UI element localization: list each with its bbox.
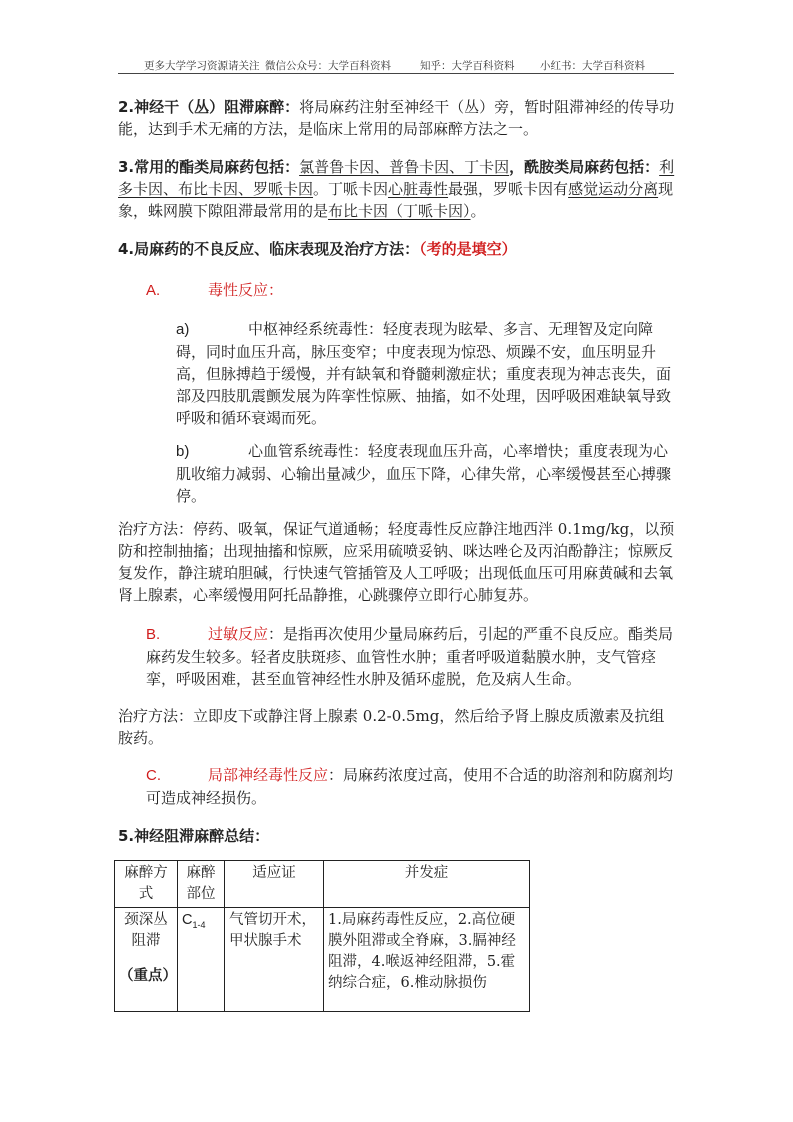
item-b-label: B. <box>146 626 161 643</box>
section-2-title: 2.神经干（丛）阻滞麻醉： <box>118 98 300 116</box>
sub-a-label: a) <box>176 321 190 338</box>
section-4-title: 4.局麻药的不良反应、临床表现及治疗方法： <box>118 240 420 258</box>
item-b <box>146 623 681 690</box>
section-3-title-esters: 3.常用的酯类局麻药包括： <box>118 158 300 176</box>
item-a-sub-b <box>176 440 681 507</box>
cell-complication: 1.局麻药毒性反应，2.高位硬膜外阻滞或全脊麻，3.膈神经阻滞，4.喉返神经阻滞，5.霍纳综合症，6.椎动脉损伤 <box>324 908 530 1012</box>
header-wechat: 微信公众号：大学百科资料 <box>265 60 391 72</box>
item-a-label: A. <box>146 282 161 299</box>
cell-site <box>178 908 225 1012</box>
item-a-sub-a <box>176 318 681 429</box>
cardiotoxicity-term: 心脏毒性 <box>388 180 449 198</box>
site-subscript: 1-4 <box>192 919 206 930</box>
section-2 <box>118 96 678 140</box>
header-site: 麻醉部位 <box>178 861 225 908</box>
header-xiaohongshu: 小红书：大学百科资料 <box>540 60 645 72</box>
sensory-motor-term: 感觉运动分离 <box>568 180 659 198</box>
item-c-text: ：局麻药浓度过高，使用不合适的助溶剂和防腐剂均可造成神经损伤。 <box>146 766 674 807</box>
section-3-text: 现象，蛛网膜下隙阻滞最常用的是 <box>118 180 674 220</box>
method-emphasis: （重点） <box>119 968 177 984</box>
header-notice: 更多大学学习资源请关注 <box>144 60 260 72</box>
amide-list: 利多卡因、布比卡因、罗哌卡因 <box>118 158 675 198</box>
section-4-heading <box>118 238 678 260</box>
method-text: 颈深丛阻滞 <box>124 912 168 949</box>
item-a-title: 毒性反应： <box>208 281 284 299</box>
section-3-text: 最强，罗哌卡因有 <box>448 180 569 198</box>
spinal-drug-term: 布比卡因（丁哌卡因） <box>328 202 471 220</box>
header-indication: 适应证 <box>225 861 324 908</box>
section-5-heading <box>118 825 678 847</box>
header-divider <box>118 73 674 74</box>
sub-b-label: b) <box>176 443 190 460</box>
page-header <box>118 54 673 74</box>
section-3-text: 。丁哌卡因 <box>313 180 389 198</box>
header-method: 麻醉方式 <box>115 861 178 908</box>
item-b-treatment: 治疗方法：立即皮下或静注肾上腺素 0.2-0.5mg，然后给予肾上腺皮质激素及抗组胺药。 <box>118 707 665 747</box>
header-complication: 并发症 <box>324 861 530 908</box>
item-c-title: 局部神经毒性反应 <box>208 766 329 784</box>
section-4-note: （考的是填空） <box>419 240 517 258</box>
summary-table <box>114 860 530 1012</box>
site-text: C <box>182 912 193 928</box>
section-3 <box>118 156 678 222</box>
header-zhihu: 知乎：大学百科资料 <box>420 60 515 72</box>
cell-method <box>115 908 178 1012</box>
sub-a-text: 中枢神经系统毒性：轻度表现为眩晕、多言、无理智及定向障碍，同时血压升高，脉压变窄；中度表现为惊恐、烦躁不安，血压明显升高，但脉搏趋于缓慢，并有缺氧和脊髓刺激症状；重度表现为神志丧失，面部及四肢肌震颤发展为阵挛性惊厥、抽搐，如不处理，因呼吸困难缺氧导致呼吸和循环衰竭而死。 <box>176 320 672 427</box>
section-2-body: 将局麻药注射至神经干（丛）旁，暂时阻滞神经的传导功能，达到手术无痛的方法，是临床上常用的局部麻醉方法之一。 <box>118 98 675 138</box>
item-c-label: C. <box>146 767 161 784</box>
table-header-row <box>115 861 530 908</box>
section-5-title: 5.神经阻滞麻醉总结： <box>118 827 270 845</box>
table-row <box>115 908 530 1012</box>
section-3-title-amides: ，酰胺类局麻药包括： <box>509 158 660 176</box>
sub-b-text: 心血管系统毒性：轻度表现血压升高，心率增快；重度表现为心肌收缩力减弱、心输出量减少，血压下降，心律失常，心率缓慢甚至心搏骤停。 <box>176 442 672 505</box>
item-b-title: 过敏反应 <box>208 625 269 643</box>
ester-list: 氯普鲁卡因、普鲁卡因、丁卡因 <box>299 158 510 176</box>
item-b-text: ：是指再次使用少量局麻药后，引起的严重不良反应。酯类局麻药发生较多。轻者皮肤斑疹、血管性水肿；重者呼吸道黏膜水肿，支气管痉挛，呼吸困难，甚至血管神经性水肿及循环虚脱，危及病人生命。 <box>146 625 674 688</box>
item-a-heading <box>146 279 681 302</box>
item-c <box>146 764 681 809</box>
item-a-treatment: 治疗方法：停药、吸氧，保证气道通畅；轻度毒性反应静注地西泮 0.1mg/kg，以预防和控制抽搐；出现抽搐和惊厥，应采用硫喷妥钠、咪达唑仑及丙泊酚静注；惊厥反复发作，静注琥珀胆碱，行快速气管插管及人工呼吸；出现低血压可用麻黄碱和去氧肾上腺素，心率缓慢用阿托品静推，心跳骤停立即行心肺复苏。 <box>118 520 675 604</box>
cell-indication: 气管切开术，甲状腺手术 <box>225 908 324 1012</box>
section-3-text: 。 <box>470 202 486 220</box>
